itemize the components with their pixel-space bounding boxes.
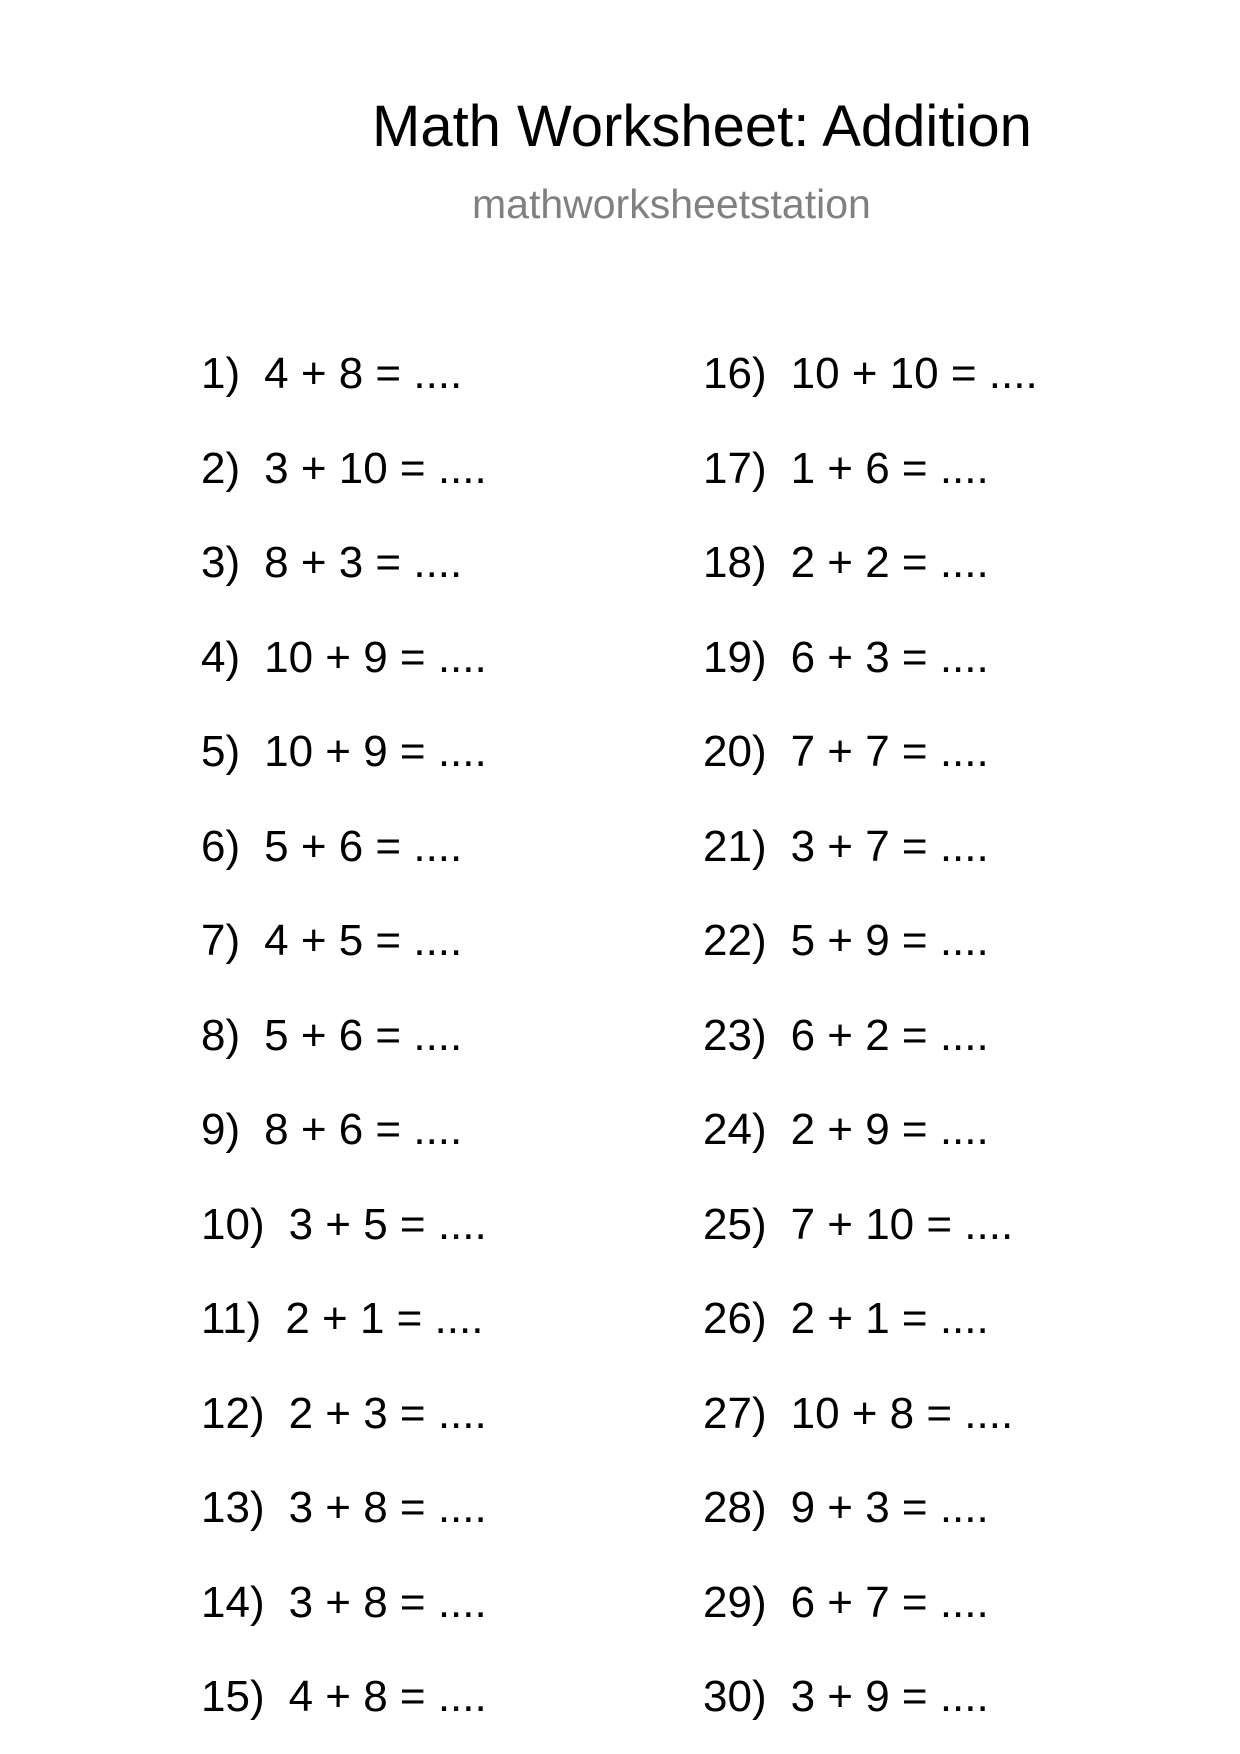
- problem-expression: 5 + 9 = ....: [790, 916, 989, 965]
- problem-item: [703, 1010, 989, 1060]
- problem-item: [703, 349, 1038, 398]
- problem-item: [201, 1105, 463, 1154]
- page-title: Math Worksheet: Addition: [372, 94, 1032, 159]
- problem-expression: 5 + 6 = ....: [264, 1010, 463, 1060]
- problem-expression: 6 + 3 = ....: [790, 632, 989, 682]
- problem-number: 2): [201, 443, 241, 493]
- problem-expression: 4 + 5 = ....: [264, 916, 463, 965]
- problem-expression: 7 + 7 = ....: [790, 727, 989, 776]
- problem-number: 19): [703, 632, 767, 682]
- problem-item: [703, 727, 989, 776]
- problem-expression: 2 + 9 = ....: [790, 1105, 989, 1154]
- problem-item: [201, 349, 463, 398]
- problem-item: [703, 632, 989, 682]
- problem-item: [201, 821, 463, 871]
- problem-number: 14): [201, 1577, 265, 1627]
- problem-number: 9): [201, 1105, 241, 1154]
- problem-item: [201, 1294, 484, 1343]
- problem-item: [201, 727, 487, 776]
- problem-expression: 10 + 8 = ....: [790, 1388, 1014, 1438]
- problem-number: 12): [201, 1388, 265, 1438]
- problem-expression: 2 + 3 = ....: [288, 1388, 487, 1438]
- problem-item: [201, 916, 463, 965]
- page-subtitle: mathworksheetstation: [472, 181, 871, 227]
- problem-number: 1): [201, 349, 241, 398]
- problem-item: [703, 1105, 989, 1154]
- problem-number: 8): [201, 1010, 241, 1060]
- problem-expression: 6 + 2 = ....: [790, 1010, 989, 1060]
- problem-expression: 2 + 1 = ....: [790, 1294, 989, 1343]
- problem-item: [703, 538, 989, 587]
- problem-item: [703, 443, 989, 493]
- problem-item: [703, 1294, 989, 1343]
- problem-number: 13): [201, 1483, 265, 1532]
- problem-item: [703, 1483, 989, 1532]
- problem-item: [201, 1199, 487, 1249]
- problem-item: [703, 1388, 1014, 1438]
- problem-expression: 4 + 8 = ....: [288, 1672, 487, 1721]
- problem-number: 22): [703, 916, 767, 965]
- problem-expression: 8 + 3 = ....: [264, 538, 463, 587]
- problem-number: 24): [703, 1105, 767, 1154]
- problem-expression: 3 + 7 = ....: [790, 821, 989, 871]
- problem-expression: 1 + 6 = ....: [790, 443, 989, 493]
- problem-number: 29): [703, 1577, 767, 1627]
- problem-expression: 5 + 6 = ....: [264, 821, 463, 871]
- problem-expression: 3 + 8 = ....: [288, 1577, 487, 1627]
- problem-number: 5): [201, 727, 241, 776]
- problem-item: [703, 1672, 989, 1721]
- problem-number: 25): [703, 1199, 767, 1249]
- problem-number: 11): [201, 1294, 262, 1343]
- problem-expression: 3 + 9 = ....: [790, 1672, 989, 1721]
- problem-expression: 3 + 5 = ....: [288, 1199, 487, 1249]
- problem-item: [201, 443, 487, 493]
- problem-number: 30): [703, 1672, 767, 1721]
- problem-number: 17): [703, 443, 767, 493]
- problem-expression: 10 + 9 = ....: [264, 727, 487, 776]
- problem-number: 15): [201, 1672, 265, 1721]
- problem-number: 26): [703, 1294, 767, 1343]
- problem-item: [201, 1577, 487, 1627]
- problem-item: [201, 538, 463, 587]
- problem-number: 20): [703, 727, 767, 776]
- problem-number: 6): [201, 821, 241, 871]
- problem-expression: 2 + 2 = ....: [790, 538, 989, 587]
- problem-item: [703, 1577, 989, 1627]
- problem-expression: 10 + 10 = ....: [790, 349, 1038, 398]
- problem-number: 4): [201, 632, 241, 682]
- problem-item: [703, 821, 989, 871]
- problem-expression: 10 + 9 = ....: [264, 632, 487, 682]
- problem-expression: 3 + 10 = ....: [264, 443, 487, 493]
- problem-item: [201, 632, 487, 682]
- problem-item: [703, 1199, 1014, 1249]
- problem-expression: 8 + 6 = ....: [264, 1105, 463, 1154]
- problem-item: [201, 1483, 487, 1532]
- problem-item: [703, 916, 989, 965]
- problem-number: 7): [201, 916, 241, 965]
- problem-number: 3): [201, 538, 241, 587]
- problem-number: 23): [703, 1010, 767, 1060]
- problem-expression: 2 + 1 = ....: [285, 1294, 484, 1343]
- problem-expression: 7 + 10 = ....: [790, 1199, 1014, 1249]
- problem-item: [201, 1010, 463, 1060]
- problem-number: 18): [703, 538, 767, 587]
- problem-number: 10): [201, 1199, 265, 1249]
- problem-expression: 3 + 8 = ....: [288, 1483, 487, 1532]
- problem-number: 27): [703, 1388, 767, 1438]
- problem-expression: 9 + 3 = ....: [790, 1483, 989, 1532]
- problem-item: [201, 1388, 487, 1438]
- problem-number: 21): [703, 821, 767, 871]
- problem-expression: 6 + 7 = ....: [790, 1577, 989, 1627]
- problem-item: [201, 1672, 487, 1721]
- problem-number: 16): [703, 349, 767, 398]
- problem-number: 28): [703, 1483, 767, 1532]
- problem-expression: 4 + 8 = ....: [264, 349, 463, 398]
